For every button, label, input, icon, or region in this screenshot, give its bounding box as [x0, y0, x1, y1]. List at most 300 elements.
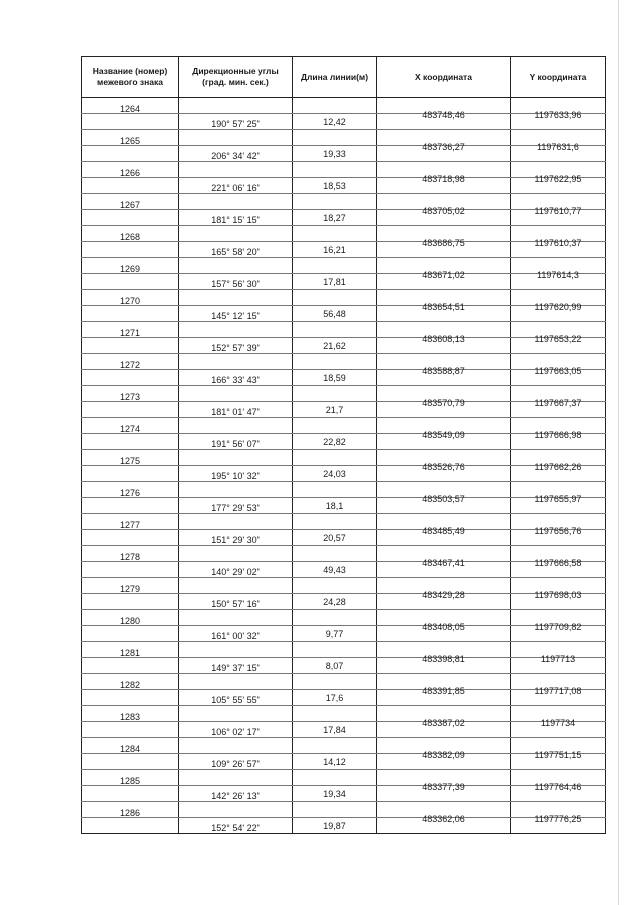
line-length-text: 18,1	[325, 500, 344, 511]
x-coordinate-text: 483549,09	[422, 429, 465, 440]
point-name	[82, 610, 179, 626]
direction-angle	[179, 338, 293, 354]
y-coordinate	[511, 578, 606, 600]
point-name-text: 1272	[119, 359, 141, 370]
direction-angle-text: 181° 01' 47"	[211, 406, 260, 417]
point-name-text: 1273	[119, 391, 141, 402]
x-coordinate	[377, 610, 511, 632]
x-coordinate	[377, 578, 511, 600]
x-coordinate-text: 483570,79	[422, 397, 465, 408]
direction-angle	[179, 178, 293, 194]
y-coordinate	[511, 674, 606, 696]
segment-row	[82, 274, 606, 290]
line-length	[293, 178, 377, 194]
line-length	[293, 434, 377, 450]
empty-angle-cell	[179, 226, 293, 242]
empty-name-cell	[82, 722, 179, 738]
direction-angle-text: 106° 02' 17"	[211, 726, 260, 737]
direction-angle-text: 206° 34' 42"	[211, 150, 260, 161]
direction-angle	[179, 594, 293, 610]
point-row	[82, 322, 606, 338]
point-name	[82, 322, 179, 338]
empty-name-cell	[82, 306, 179, 322]
line-length-text: 8,07	[325, 660, 344, 671]
point-name-text: 1280	[119, 615, 141, 626]
x-coordinate-text: 483526,76	[422, 461, 465, 472]
segment-row	[82, 498, 606, 514]
empty-angle-cell	[179, 578, 293, 594]
direction-angle	[179, 530, 293, 546]
segment-row	[82, 178, 606, 194]
empty-angle-cell	[179, 162, 293, 178]
empty-length-cell	[293, 770, 377, 786]
direction-angle-text: 191° 56' 07"	[211, 438, 260, 449]
point-name-text: 1267	[119, 199, 141, 210]
point-row	[82, 642, 606, 658]
empty-name-cell	[82, 498, 179, 514]
point-name	[82, 258, 179, 274]
empty-name-cell	[82, 786, 179, 802]
x-coordinate-text: 483588,87	[422, 365, 465, 376]
direction-angle-text: 145° 12' 15"	[211, 310, 260, 321]
point-name-text: 1286	[119, 807, 141, 818]
empty-angle-cell	[179, 354, 293, 370]
segment-row	[82, 306, 606, 322]
direction-angle	[179, 370, 293, 386]
line-length	[293, 370, 377, 386]
direction-angle	[179, 754, 293, 770]
coordinates-sheet	[81, 56, 605, 864]
x-coordinate	[377, 354, 511, 376]
empty-name-cell	[82, 434, 179, 450]
point-name	[82, 674, 179, 690]
x-coordinate-text: 483362,06	[422, 813, 465, 824]
x-coordinate	[377, 738, 511, 760]
y-coordinate	[511, 514, 606, 536]
empty-length-cell	[293, 578, 377, 594]
point-name	[82, 482, 179, 498]
scan-edge	[618, 0, 619, 905]
point-row	[82, 130, 606, 146]
empty-length-cell	[293, 642, 377, 658]
point-name	[82, 130, 179, 146]
y-coordinate-text: 1197663,05	[534, 365, 582, 376]
line-length	[293, 402, 377, 418]
y-coordinate	[511, 770, 606, 792]
line-length	[293, 242, 377, 258]
line-length-text: 21,62	[323, 340, 346, 351]
y-coordinate-text: 1197717,08	[534, 685, 582, 696]
line-length	[293, 306, 377, 322]
point-row	[82, 418, 606, 434]
point-name-text: 1284	[119, 743, 141, 754]
direction-angle-text: 142° 26' 13"	[211, 790, 260, 801]
line-length-text: 18,53	[323, 180, 346, 191]
y-coordinate	[511, 482, 606, 504]
line-length-text: 12,42	[323, 116, 346, 127]
point-row	[82, 354, 606, 370]
y-coordinate	[511, 418, 606, 440]
point-name-text: 1268	[119, 231, 141, 242]
point-row	[82, 546, 606, 562]
point-name	[82, 546, 179, 562]
empty-angle-cell	[179, 706, 293, 722]
line-length	[293, 498, 377, 514]
x-coordinate	[377, 674, 511, 696]
y-coordinate	[511, 738, 606, 760]
segment-row	[82, 402, 606, 418]
point-row	[82, 578, 606, 594]
line-length-text: 9,77	[325, 628, 344, 639]
direction-angle-text: 181° 15' 15"	[211, 214, 260, 225]
point-name	[82, 354, 179, 370]
direction-angle	[179, 498, 293, 514]
empty-angle-cell	[179, 738, 293, 754]
point-name-text: 1281	[119, 647, 141, 658]
point-name-text: 1285	[119, 775, 141, 786]
point-name-text: 1283	[119, 711, 141, 722]
point-row	[82, 610, 606, 626]
point-name	[82, 418, 179, 434]
point-name-text: 1269	[119, 263, 141, 274]
header-x-coordinate: X координата	[377, 57, 511, 98]
y-coordinate-text: 1197698,03	[534, 589, 582, 600]
point-name	[82, 226, 179, 242]
point-row	[82, 738, 606, 754]
line-length	[293, 786, 377, 802]
y-coordinate-text: 1197653,22	[534, 333, 582, 344]
line-length-text: 18,59	[323, 372, 346, 383]
empty-name-cell	[82, 114, 179, 130]
y-coordinate	[511, 354, 606, 376]
point-name	[82, 194, 179, 210]
point-row	[82, 482, 606, 498]
y-coordinate-text: 1197620,99	[534, 301, 582, 312]
direction-angle-text: 152° 54' 22"	[211, 822, 260, 833]
direction-angle	[179, 146, 293, 162]
empty-length-cell	[293, 546, 377, 562]
empty-angle-cell	[179, 418, 293, 434]
x-coordinate-text: 483467,41	[422, 557, 465, 568]
point-name-text: 1277	[119, 519, 141, 530]
y-coordinate	[511, 98, 606, 120]
empty-name-cell	[82, 562, 179, 578]
y-coordinate	[511, 610, 606, 632]
line-length	[293, 658, 377, 674]
point-row	[82, 194, 606, 210]
line-length	[293, 818, 377, 834]
direction-angle	[179, 210, 293, 226]
direction-angle	[179, 434, 293, 450]
point-name	[82, 514, 179, 530]
line-length	[293, 626, 377, 642]
direction-angle-text: 152° 57' 39"	[211, 342, 260, 353]
empty-length-cell	[293, 226, 377, 242]
line-length-text: 16,21	[323, 244, 346, 255]
point-name-text: 1264	[119, 103, 141, 114]
point-name	[82, 802, 179, 818]
x-coordinate	[377, 386, 511, 408]
point-name	[82, 162, 179, 178]
point-name-text: 1266	[119, 167, 141, 178]
segment-row	[82, 210, 606, 226]
y-coordinate-text: 1197656,76	[534, 525, 582, 536]
line-length-text: 14,12	[323, 756, 346, 767]
point-row	[82, 162, 606, 178]
y-coordinate-text: 1197667,37	[534, 397, 582, 408]
segment-row	[82, 530, 606, 546]
empty-name-cell	[82, 402, 179, 418]
direction-angle	[179, 562, 293, 578]
empty-length-cell	[293, 194, 377, 210]
y-coordinate-text: 1197610,77	[534, 205, 582, 216]
point-name-text: 1276	[119, 487, 141, 498]
x-coordinate	[377, 258, 511, 280]
empty-angle-cell	[179, 514, 293, 530]
empty-name-cell	[82, 178, 179, 194]
point-row	[82, 290, 606, 306]
segment-row	[82, 818, 606, 834]
x-coordinate	[377, 98, 511, 120]
direction-angle	[179, 242, 293, 258]
direction-angle	[179, 466, 293, 482]
segment-row	[82, 722, 606, 738]
line-length-text: 56,48	[323, 308, 346, 319]
direction-angle-text: 109° 26' 57"	[211, 758, 260, 769]
x-coordinate	[377, 290, 511, 312]
line-length	[293, 338, 377, 354]
direction-angle	[179, 722, 293, 738]
direction-angle-text: 149° 37' 15"	[211, 662, 260, 673]
empty-angle-cell	[179, 258, 293, 274]
empty-name-cell	[82, 658, 179, 674]
x-coordinate	[377, 194, 511, 216]
y-coordinate-text: 1197662,26	[534, 461, 582, 472]
empty-angle-cell	[179, 802, 293, 818]
point-name	[82, 642, 179, 658]
line-length	[293, 274, 377, 290]
x-coordinate-text: 483671,02	[422, 269, 465, 280]
y-coordinate-text: 1197764,46	[534, 781, 582, 792]
x-coordinate-text: 483705,02	[422, 205, 465, 216]
segment-row	[82, 338, 606, 354]
x-coordinate	[377, 482, 511, 504]
point-name-text: 1265	[119, 135, 141, 146]
y-coordinate-text: 1197666,98	[534, 429, 582, 440]
direction-angle-text: 177° 29' 53"	[211, 502, 260, 513]
point-row	[82, 674, 606, 690]
empty-length-cell	[293, 322, 377, 338]
direction-angle-text: 105° 55' 55"	[211, 694, 260, 705]
direction-angle	[179, 306, 293, 322]
y-coordinate-text: 1197655,97	[534, 493, 582, 504]
y-coordinate	[511, 802, 606, 824]
segment-row	[82, 754, 606, 770]
point-name	[82, 706, 179, 722]
empty-name-cell	[82, 530, 179, 546]
x-coordinate-text: 483485,49	[422, 525, 465, 536]
direction-angle	[179, 402, 293, 418]
x-coordinate-text: 483398,81	[422, 653, 465, 664]
empty-angle-cell	[179, 98, 293, 114]
direction-angle	[179, 274, 293, 290]
x-coordinate	[377, 418, 511, 440]
y-coordinate	[511, 226, 606, 248]
empty-name-cell	[82, 594, 179, 610]
x-coordinate	[377, 642, 511, 664]
empty-length-cell	[293, 98, 377, 114]
y-coordinate-text: 1197666,58	[534, 557, 582, 568]
empty-angle-cell	[179, 770, 293, 786]
point-row	[82, 802, 606, 818]
y-coordinate-text: 1197776,25	[534, 813, 582, 824]
empty-name-cell	[82, 466, 179, 482]
direction-angle-text: 190° 57' 25"	[211, 118, 260, 129]
empty-angle-cell	[179, 386, 293, 402]
line-length-text: 19,87	[323, 820, 346, 831]
point-row	[82, 98, 606, 114]
x-coordinate-text: 483408,05	[422, 621, 465, 632]
empty-length-cell	[293, 418, 377, 434]
y-coordinate	[511, 450, 606, 472]
line-length	[293, 530, 377, 546]
x-coordinate-text: 483654,51	[422, 301, 465, 312]
empty-name-cell	[82, 690, 179, 706]
y-coordinate-text: 1197633,96	[534, 109, 582, 120]
header-line-length: Длина линии(м)	[293, 57, 377, 98]
point-name-text: 1270	[119, 295, 141, 306]
point-row	[82, 226, 606, 242]
empty-name-cell	[82, 274, 179, 290]
x-coordinate-text: 483382,09	[422, 749, 465, 760]
empty-length-cell	[293, 610, 377, 626]
y-coordinate-text: 1197734	[540, 717, 576, 728]
empty-length-cell	[293, 738, 377, 754]
line-length	[293, 754, 377, 770]
empty-angle-cell	[179, 130, 293, 146]
line-length-text: 21,7	[325, 404, 344, 415]
y-coordinate	[511, 642, 606, 664]
direction-angle-text: 151° 29' 30"	[211, 534, 260, 545]
x-coordinate	[377, 322, 511, 344]
y-coordinate	[511, 194, 606, 216]
empty-name-cell	[82, 818, 179, 834]
empty-length-cell	[293, 258, 377, 274]
point-row	[82, 514, 606, 530]
line-length-text: 24,03	[323, 468, 346, 479]
x-coordinate-text: 483387,02	[422, 717, 465, 728]
empty-name-cell	[82, 338, 179, 354]
y-coordinate-text: 1197610,37	[534, 237, 582, 248]
point-name-text: 1279	[119, 583, 141, 594]
point-name	[82, 738, 179, 754]
direction-angle-text: 221° 06' 16"	[211, 182, 260, 193]
empty-length-cell	[293, 802, 377, 818]
point-row	[82, 706, 606, 722]
segment-row	[82, 658, 606, 674]
point-name	[82, 290, 179, 306]
point-name	[82, 770, 179, 786]
point-name	[82, 386, 179, 402]
segment-row	[82, 562, 606, 578]
line-length-text: 19,34	[323, 788, 346, 799]
x-coordinate	[377, 802, 511, 824]
y-coordinate-text: 1197713	[540, 653, 576, 664]
x-coordinate-text: 483377,39	[422, 781, 465, 792]
x-coordinate-text: 483686,75	[422, 237, 465, 248]
point-row	[82, 450, 606, 466]
line-length-text: 17,81	[323, 276, 346, 287]
line-length	[293, 210, 377, 226]
direction-angle-text: 150° 57' 16"	[211, 598, 260, 609]
header-direction-angle: Дирекционные углы (град. мин. сек.)	[179, 57, 293, 98]
line-length-text: 20,57	[323, 532, 346, 543]
x-coordinate	[377, 706, 511, 728]
x-coordinate-text: 483736,27	[422, 141, 465, 152]
direction-angle	[179, 626, 293, 642]
segment-row	[82, 690, 606, 706]
empty-name-cell	[82, 626, 179, 642]
y-coordinate	[511, 162, 606, 184]
direction-angle	[179, 658, 293, 674]
direction-angle-text: 140° 29' 02"	[211, 566, 260, 577]
header-y-coordinate: Y координата	[511, 57, 606, 98]
empty-name-cell	[82, 210, 179, 226]
direction-angle-text: 161° 00' 32"	[211, 630, 260, 641]
empty-length-cell	[293, 482, 377, 498]
empty-angle-cell	[179, 546, 293, 562]
x-coordinate-text: 483718,98	[422, 173, 465, 184]
segment-row	[82, 242, 606, 258]
line-length	[293, 114, 377, 130]
line-length-text: 18,27	[323, 212, 346, 223]
point-name-text: 1282	[119, 679, 141, 690]
y-coordinate-text: 1197751,15	[534, 749, 582, 760]
x-coordinate-text: 483429,28	[422, 589, 465, 600]
empty-name-cell	[82, 242, 179, 258]
point-name-text: 1271	[119, 327, 141, 338]
segment-row	[82, 626, 606, 642]
empty-length-cell	[293, 354, 377, 370]
line-length-text: 17,6	[325, 692, 344, 703]
line-length-text: 22,82	[323, 436, 346, 447]
table-header-row	[82, 57, 606, 98]
segment-row	[82, 594, 606, 610]
direction-angle	[179, 786, 293, 802]
line-length-text: 17,84	[323, 724, 346, 735]
point-name	[82, 450, 179, 466]
x-coordinate	[377, 770, 511, 792]
empty-name-cell	[82, 754, 179, 770]
line-length	[293, 722, 377, 738]
empty-length-cell	[293, 386, 377, 402]
y-coordinate-text: 1197631,6	[537, 141, 579, 152]
point-row	[82, 386, 606, 402]
line-length	[293, 594, 377, 610]
empty-name-cell	[82, 146, 179, 162]
direction-angle	[179, 114, 293, 130]
point-name-text: 1274	[119, 423, 141, 434]
y-coordinate-text: 1197709,82	[534, 621, 582, 632]
boundary-points-table	[81, 56, 606, 834]
y-coordinate	[511, 290, 606, 312]
direction-angle-text: 166° 33' 43"	[211, 374, 260, 385]
empty-name-cell	[82, 370, 179, 386]
empty-angle-cell	[179, 194, 293, 210]
empty-length-cell	[293, 514, 377, 530]
y-coordinate	[511, 706, 606, 728]
x-coordinate	[377, 546, 511, 568]
